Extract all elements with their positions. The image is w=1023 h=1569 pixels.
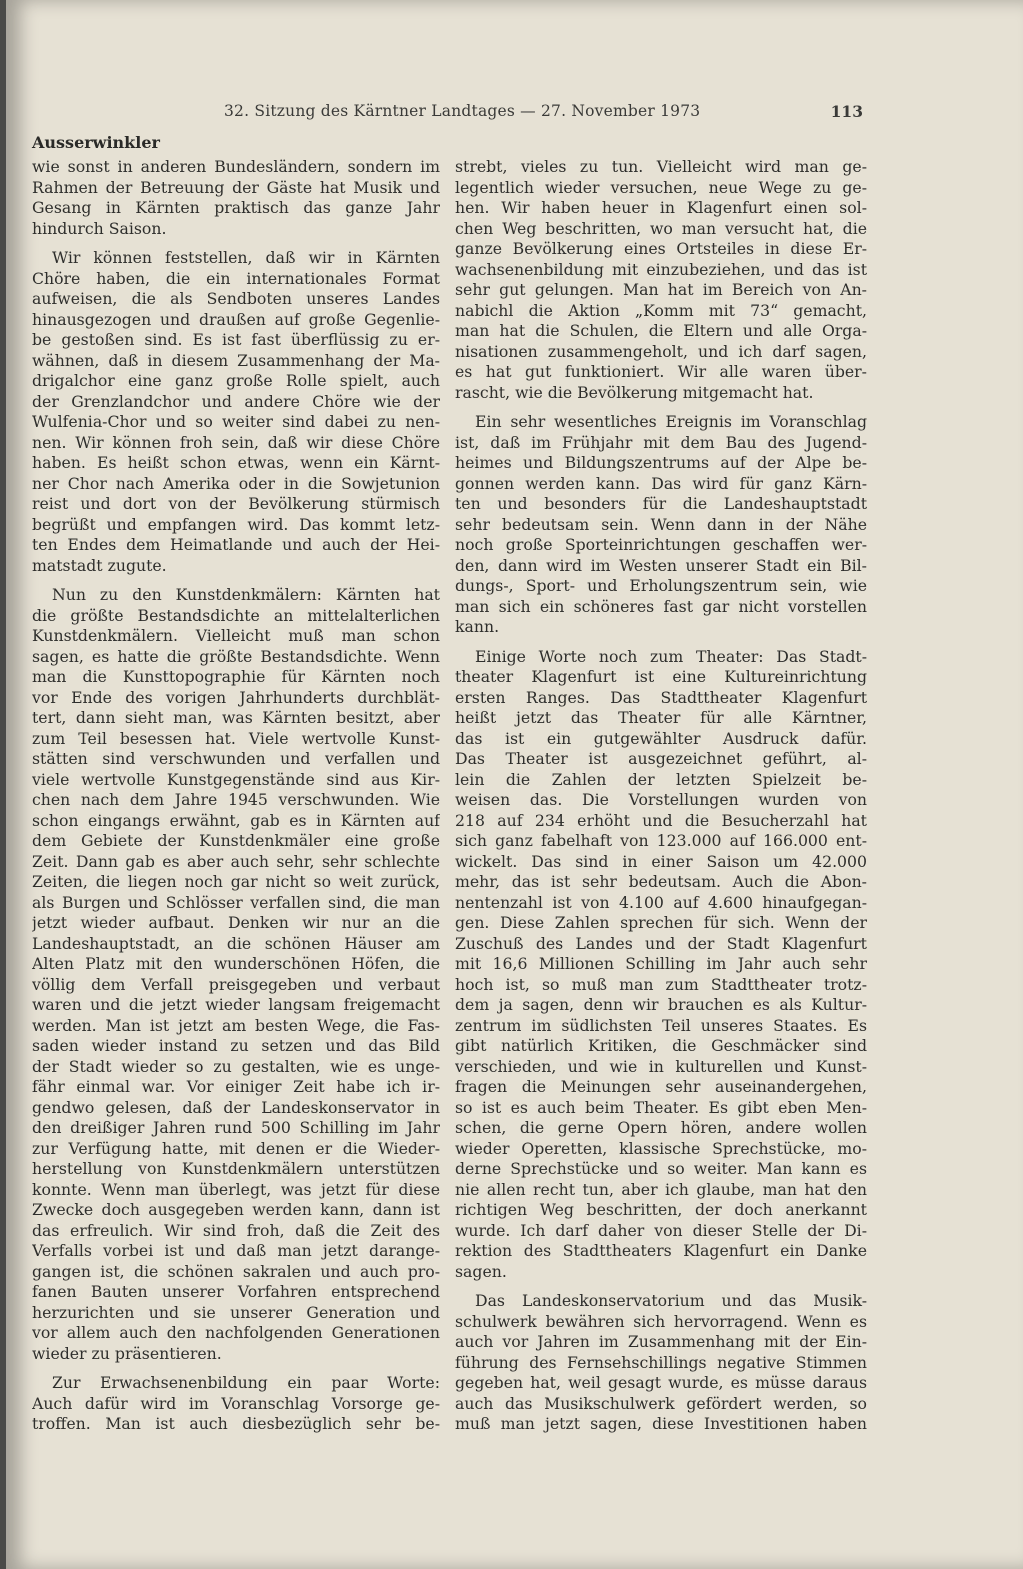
text-line: Nun zu den Kunstdenkmälern: Kärnten hat (52, 585, 440, 604)
paragraph-gap (32, 239, 440, 248)
text-line: hen. Wir haben heuer in Klagenfurt einen sol- (455, 198, 867, 217)
text-line: nabichl die Aktion „Komm mit 73“ gemacht, (455, 300, 867, 320)
text-line: begrüßt und empfangen wird. Das kommt letz- (32, 514, 440, 534)
text-line: Wulfenia-Chor und so weiter sind dabei zu nen- (32, 412, 440, 431)
text-line: theater Klagenfurt ist eine Kultureinrichtung (455, 667, 867, 686)
text-line: Zeit. Dann gab es aber auch sehr, sehr schlechte (32, 851, 440, 871)
text-line: Gesang in Kärnten praktisch das ganze Jahr (32, 198, 440, 217)
text-line: tert, dann sieht man, was Kärnten besitzt, aber (32, 708, 440, 727)
text-line: sehr gut gelungen. Man hat im Bereich von An- (455, 280, 867, 299)
text-line: den dreißiger Jahren rund 500 Schilling im Jahr (32, 1118, 440, 1137)
text-line: man hat die Schulen, die Eltern und alle Orga- (455, 321, 867, 340)
text-line: werden. Man ist jetzt am besten Wege, die Fas- (32, 1015, 440, 1035)
text-line: gendwo gelesen, daß der Landeskonservator in (32, 1097, 440, 1117)
paragraph (32, 157, 440, 239)
text-line: strebt, vieles zu tun. Vielleicht wird man ge- (455, 157, 867, 176)
text-line: haben. Es heißt schon etwas, wenn ein Kärnt- (32, 453, 440, 472)
text-line: wieder zu präsentieren. (32, 1343, 222, 1363)
page-header (6, 102, 1023, 124)
text-line: ten und besonders für die Landeshauptstadt (455, 494, 867, 513)
text-line: legentlich wieder versuchen, neue Wege zu ge- (455, 177, 867, 197)
text-line: reist und dort von der Bevölkerung stürmisch (32, 494, 440, 513)
text-line: noch große Sporteinrichtungen geschaffen wer- (455, 535, 867, 554)
text-line: kann. (455, 617, 500, 636)
text-line: herstellung von Kunstdenkmälern unterstützen (32, 1159, 440, 1178)
text-line: nie allen recht tun, aber ich glaube, man hat den (455, 1179, 867, 1199)
text-line: Zur Erwachsenenbildung ein paar Worte: (52, 1373, 440, 1392)
text-line: mit 16,6 Millionen Schilling im Jahr auch sehr (455, 954, 867, 973)
text-line: wachsenenbildung mit einzubeziehen, und das ist (455, 259, 867, 279)
right-column (455, 157, 867, 1435)
text-line: gonnen werden kann. Das wird für ganz Kärn- (455, 473, 867, 493)
text-line: mehr, das ist sehr bedeutsam. Auch die Abon- (455, 872, 867, 891)
text-line: hindurch Saison. (32, 218, 167, 238)
text-line: der Stadt wieder so zu gestalten, wie es unge- (32, 1056, 440, 1076)
text-line: chen Weg beschritten, wo man versucht hat, die (455, 218, 867, 238)
text-line: dem Gebiete der Kunstdenkmäler eine große (32, 831, 440, 850)
text-line: drigalchor eine ganz große Rolle spielt, auch (32, 371, 440, 390)
text-line: Landeshauptstadt, an die schönen Häuser am (32, 933, 440, 953)
text-line: ten Endes dem Heimatlande und auch der Hei- (32, 535, 440, 554)
text-line: ersten Ranges. Das Stadttheater Klagenfurt (455, 687, 867, 707)
text-line: jetzt wieder aufbaut. Denken wir nur an die (32, 913, 440, 932)
text-line: wickelt. Das sind in einer Saison um 42.000 (455, 851, 867, 871)
text-line: nentenzahl ist von 4.100 auf 4.600 hinaufgegan- (455, 892, 867, 912)
text-line: viele wertvolle Kunstgegenstände sind aus Kir- (32, 769, 440, 789)
text-line: führung des Fernsehschillings negative Stimmen (455, 1352, 867, 1372)
left-column (32, 157, 440, 1435)
text-line: zur Verfügung hatte, mit denen er die Wieder- (32, 1138, 440, 1158)
text-line: verschieden, und wie in kulturellen und Kunst- (455, 1056, 867, 1076)
text-line: ner Chor nach Amerika oder in die Sowjetunion (32, 473, 440, 493)
text-line: den, dann wird im Westen unserer Stadt ein Bil- (455, 555, 867, 575)
text-line: vor Ende des vorigen Jahrhunderts durchblät- (32, 687, 440, 707)
paragraph (455, 647, 867, 1283)
text-line: heimes und Bildungszentrums auf der Alpe be- (455, 453, 867, 472)
text-line: konnte. Wenn man überlegt, was jetzt für diese (32, 1179, 440, 1199)
text-line: Chöre haben, die ein internationales Format (32, 268, 440, 288)
paragraph-gap (32, 1364, 440, 1373)
text-line: Das Landeskonservatorium und das Musik- (475, 1291, 867, 1310)
text-line: gangen ist, die schönen sakralen und auch pro- (32, 1261, 440, 1281)
paragraph (32, 248, 440, 576)
text-line: stätten sind verschwunden und verfallen und (32, 749, 440, 768)
text-line: die größte Bestandsdichte an mittelalterlichen (32, 605, 440, 625)
paragraph-gap (455, 403, 867, 412)
text-line: dungs-, Sport- und Erholungszentrum sein, wie (455, 576, 867, 595)
text-line: Das Theater ist ausgezeichnet geführt, al- (455, 749, 867, 768)
text-line: rascht, wie die Bevölkerung mitgemacht hat. (455, 382, 814, 402)
text-line: Wir können feststellen, daß wir in Kärnten (52, 248, 440, 267)
text-line: gegeben hat, weil gesagt wurde, es müsse daraus (455, 1373, 867, 1392)
paragraph (455, 157, 867, 403)
text-line: schulwerk bewähren sich hervorragend. Wenn es (455, 1311, 867, 1331)
text-line: herzurichten und sie unserer Generation und (32, 1302, 440, 1322)
text-line: auch das Musikschulwerk gefördert werden, so (455, 1393, 867, 1413)
text-line: muß man jetzt sagen, diese Investitionen haben (455, 1414, 867, 1433)
paragraph (455, 1291, 867, 1435)
text-line: so ist es auch beim Theater. Es gibt eben Men- (455, 1097, 867, 1117)
text-line: fragen die Meinungen sehr auseinandergehen, (455, 1077, 867, 1096)
text-line: sich ganz fabelhaft von 123.000 auf 166.000 ent- (455, 831, 867, 850)
paragraph (455, 412, 867, 638)
text-line: vor allem auch den nachfolgenden Generationen (32, 1323, 440, 1342)
text-line: richtigen Weg beschritten, der doch anerkannt (455, 1200, 867, 1219)
paragraph-gap (455, 638, 867, 647)
text-line: sagen, es hatte die größte Bestandsdichte. Wenn (32, 646, 440, 666)
text-line: es hat gut funktioniert. Wir alle waren über- (455, 362, 867, 381)
text-line: waren und die jetzt wieder langsam freigemacht (32, 995, 440, 1014)
speaker-name: Ausserwinkler (32, 133, 160, 152)
document-page (6, 0, 1023, 1569)
paragraph (32, 585, 440, 1364)
paragraph-gap (32, 576, 440, 585)
text-line: hinausgezogen und draußen auf große Gegenlie- (32, 309, 440, 329)
text-line: Einige Worte noch zum Theater: Das Stadt- (475, 646, 867, 666)
text-line: das erfreulich. Wir sind froh, daß die Zeit des (32, 1220, 440, 1240)
text-line: be gestoßen sind. Es ist fast überflüssig zu er- (32, 330, 440, 349)
text-line: schon eingangs erwähnt, gab es in Kärnten auf (32, 810, 440, 830)
text-line: ganze Bevölkerung eines Ortsteiles in diese Er- (455, 239, 867, 258)
page-number: 113 (830, 102, 863, 121)
text-line: als Burgen und Schlösser verfallen sind, die man (32, 892, 440, 912)
text-line: Rahmen der Betreuung der Gäste hat Musik und (32, 177, 440, 197)
text-line: das ist ein gutgewählter Ausdruck dafür. (455, 728, 867, 748)
text-line: matstadt zugute. (32, 555, 167, 575)
text-line: sagen. (455, 1261, 507, 1281)
text-line: weisen das. Die Vorstellungen wurden von (455, 790, 867, 809)
text-line: rektion des Stadttheaters Klagenfurt ein Danke (455, 1241, 867, 1260)
text-line: zum Teil besessen hat. Viele wertvolle Kunst- (32, 728, 440, 748)
text-line: sehr bedeutsam sein. Wenn dann in der Nähe (455, 514, 867, 534)
text-line: Zeiten, die liegen noch gar nicht so weit zurück, (32, 872, 440, 891)
text-line: der Grenzlandchor und andere Chöre wie der (32, 391, 440, 411)
text-line: derne Sprechstücke und so weiter. Man kann es (455, 1159, 867, 1178)
text-line: wurde. Ich darf daher von dieser Stelle der Di- (455, 1220, 867, 1240)
text-line: wähnen, daß in diesem Zusammenhang der Ma- (32, 350, 440, 370)
text-line: wieder Operetten, klassische Sprechstücke, mo- (455, 1138, 867, 1158)
text-line: völlig dem Verfall preisgegeben und verbaut (32, 974, 440, 994)
text-line: man die Kunsttopographie für Kärnten noch (32, 667, 440, 686)
paragraph-gap (455, 1282, 867, 1291)
text-line: chen nach dem Jahre 1945 verschwunden. Wie (32, 790, 440, 809)
text-line: ist, daß im Frühjahr mit dem Bau des Jugend- (455, 432, 867, 452)
text-line: saden wieder instand zu setzen und das Bild (32, 1036, 440, 1055)
text-line: zentrum im südlichsten Teil unseres Staates. Es (455, 1015, 867, 1035)
text-line: Zwecke doch ausgegeben werden kann, dann ist (32, 1200, 440, 1219)
text-line: Verfalls vorbei ist und daß man jetzt darange- (32, 1241, 440, 1260)
text-line: Kunstdenkmälern. Vielleicht muß man schon (32, 626, 440, 645)
text-line: Alten Platz mit den wunderschönen Höfen, die (32, 954, 440, 973)
text-line: fähr einmal war. Vor einiger Zeit habe ich ir- (32, 1077, 440, 1096)
text-line: man sich ein schöneres fast gar nicht vorstellen (455, 596, 867, 616)
text-line: Ein sehr wesentliches Ereignis im Voranschlag (475, 412, 867, 431)
text-line: auch vor Jahren im Zusammenhang mit der Ein- (455, 1332, 867, 1351)
text-line: Auch dafür wird im Voranschlag Vorsorge ge- (32, 1393, 440, 1413)
text-line: fanen Bauten unserer Vorfahren entsprechend (32, 1282, 440, 1301)
paragraph (32, 1373, 440, 1435)
text-line: dem ja sagen, denn wir brauchen es als Kultur- (455, 995, 867, 1014)
header-title: 32. Sitzung des Kärntner Landtages — 27. November 1973 (224, 102, 701, 120)
text-line: hoch ist, so muß man zum Stadttheater trotz- (455, 974, 867, 994)
text-line: troffen. Man ist auch diesbezüglich sehr be- (32, 1414, 440, 1433)
text-line: Zuschuß des Landes und der Stadt Klagenfurt (455, 933, 867, 953)
text-line: nen. Wir können froh sein, daß wir diese Chöre (32, 432, 440, 452)
text-line: wie sonst in anderen Bundesländern, sondern im (32, 157, 440, 176)
text-line: lein die Zahlen der letzten Spielzeit be- (455, 769, 867, 789)
text-line: gibt natürlich Kritiken, die Geschmäcker sind (455, 1036, 867, 1055)
text-line: 218 auf 234 erhöht und die Besucherzahl hat (455, 810, 867, 830)
text-line: gen. Diese Zahlen sprechen für sich. Wenn der (455, 913, 867, 932)
text-line: nisationen zusammengeholt, und ich darf sagen, (455, 341, 867, 361)
text-line: heißt jetzt das Theater für alle Kärntner, (455, 708, 867, 727)
text-line: aufweisen, die als Sendboten unseres Landes (32, 289, 440, 308)
text-line: schen, die gerne Opern hören, andere wollen (455, 1118, 867, 1137)
